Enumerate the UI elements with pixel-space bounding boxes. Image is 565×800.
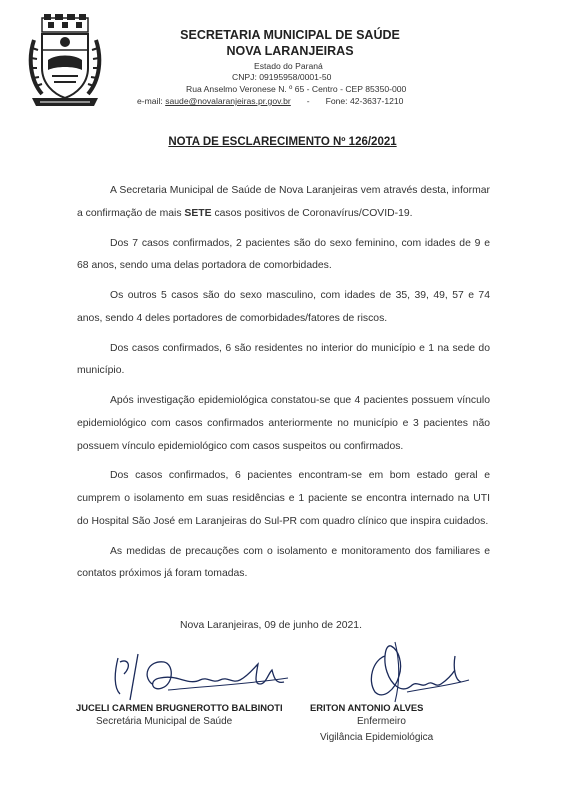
highlight-count: SETE xyxy=(184,207,212,219)
email-link[interactable]: saude@novalaranjeiras.pr.gov.br xyxy=(165,96,291,106)
paragraph-7: As medidas de precauções com o isolamento e monitoramento dos familiares e contatos próximos já foram tomadas. xyxy=(77,545,490,580)
signature-nurse xyxy=(355,636,475,706)
header-address: Rua Anselmo Veronese N. º 65 - Centro - CEP 85350-000 xyxy=(186,84,407,94)
paragraph-5: Após investigação epidemiológica constatou-se que 4 pacientes possuem vínculo epidemiológico com casos confirmados anteriormente no município e 3 pacientes não possuem vínculo epidemiológico com casos suspeitos ou confirmados. xyxy=(77,395,490,452)
email-label: e-mail: xyxy=(137,96,163,106)
paragraph-1: A Secretaria Municipal de Saúde de Nova Laranjeiras vem através desta, informar a confirmação de mais SETE casos positivos de Coronavírus/COVID-19. xyxy=(77,185,490,219)
municipal-coat-of-arms-icon xyxy=(28,14,102,110)
document-date: Nova Laranjeiras, 09 de junho de 2021. xyxy=(180,620,362,631)
paragraph-3: Os outros 5 casos são do sexo masculino, com idades de 35, 39, 49, 57 e 74 anos, sendo 4 deles portadores de comorbidades/fatores de riscos. xyxy=(77,290,490,324)
signatory-name-nurse: ERITON ANTONIO ALVES xyxy=(310,702,424,713)
signatory-role-secretary: Secretária Municipal de Saúde xyxy=(96,716,233,727)
header-cnpj: CNPJ: 09195958/0001-50 xyxy=(232,72,332,82)
signatory-name-secretary: JUCELI CARMEN BRUGNEROTTO BALBINOTI xyxy=(76,702,283,713)
header-phone: Fone: 42-3637-1210 xyxy=(325,96,404,106)
signature-secretary xyxy=(108,644,308,704)
header-title: SECRETARIA MUNICIPAL DE SAÚDE xyxy=(180,28,400,42)
contact-separator: - xyxy=(306,96,310,106)
header-contact xyxy=(137,96,403,106)
signatory-department: Vigilância Epidemiológica xyxy=(320,732,434,743)
signatory-role-nurse: Enfermeiro xyxy=(357,716,406,727)
paragraph-2: Dos 7 casos confirmados, 2 pacientes são do sexo feminino, com idades de 9 e 68 anos, sendo uma delas portadora de comorbidades. xyxy=(77,237,490,272)
paragraph-4: Dos casos confirmados, 6 são residentes no interior do município e 1 na sede do município. xyxy=(77,342,490,377)
header-subtitle: NOVA LARANJEIRAS xyxy=(226,44,354,58)
paragraph-6: Dos casos confirmados, 6 pacientes encontram-se em bom estado geral e cumprem o isolamento em suas residências e 1 paciente se encontra internado na UTI do Hospital São José em Laranjeiras do Sul-PR com quadro clínico que inspira cuidados. xyxy=(77,470,490,527)
document-body xyxy=(77,180,490,593)
header-state: Estado do Paraná xyxy=(254,61,323,71)
document-title: NOTA DE ESCLARECIMENTO Nº 126/2021 xyxy=(168,136,397,148)
